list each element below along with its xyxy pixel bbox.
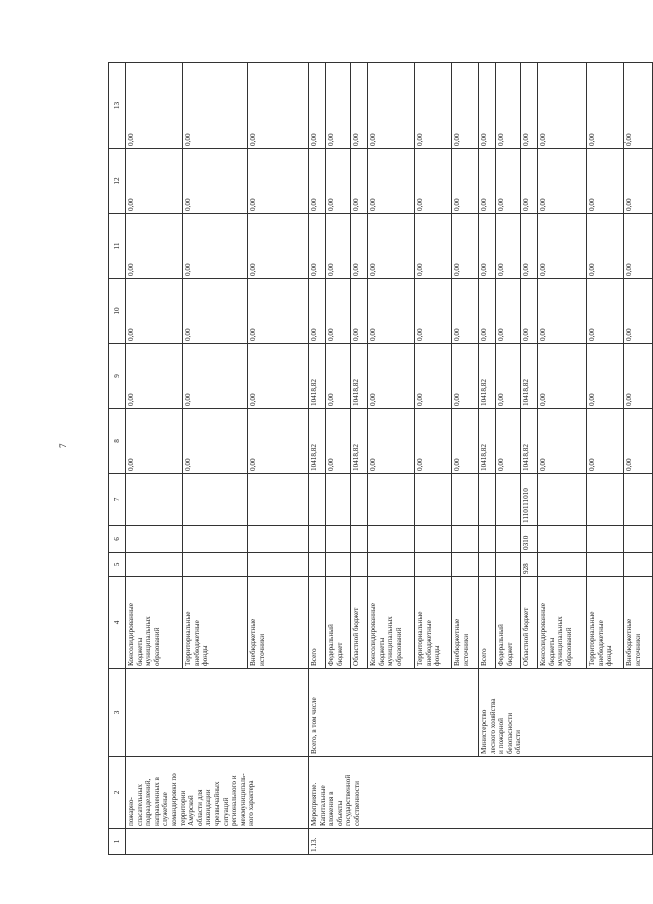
amount-cell: 0,00 — [538, 409, 587, 474]
funding-source-label: Областной бюджет — [351, 577, 368, 669]
amount-cell: 0,00 — [479, 279, 496, 344]
amount-cell: 0,00 — [479, 149, 496, 214]
cell-grbs — [496, 553, 521, 577]
cell-rzpr — [587, 526, 624, 553]
amount-cell: 0,00 — [415, 344, 452, 409]
funding-source-label: Внебюджетные источники — [452, 577, 479, 669]
cell-csr — [351, 474, 368, 526]
amount-cell: 0,00 — [624, 409, 653, 474]
amount-cell: 0,00 — [496, 149, 521, 214]
funding-source-label: Территориальные внебюджетные фонды — [587, 577, 624, 669]
column-number-header: 12 — [109, 149, 126, 214]
column-number-header: 8 — [109, 409, 126, 474]
amount-cell: 0,00 — [126, 279, 183, 344]
amount-cell: 0,00 — [452, 344, 479, 409]
amount-cell: 0,00 — [452, 214, 479, 279]
amount-cell: 0,00 — [496, 409, 521, 474]
cell-rzpr — [538, 526, 587, 553]
amount-cell: 0,00 — [538, 149, 587, 214]
cell-grbs — [415, 553, 452, 577]
header-row — [109, 63, 126, 855]
amount-cell: 0,00 — [538, 344, 587, 409]
amount-cell: 0,00 — [351, 279, 368, 344]
amount-cell: 10418,82 — [351, 344, 368, 409]
cell-rzpr — [309, 526, 326, 553]
column-number-header: 7 — [109, 474, 126, 526]
amount-cell: 0,00 — [452, 409, 479, 474]
amount-cell: 0,00 — [496, 63, 521, 149]
amount-cell: 0,00 — [126, 214, 183, 279]
amount-cell: 0,00 — [126, 149, 183, 214]
amount-cell: 0,00 — [496, 279, 521, 344]
amount-cell: 0,00 — [183, 279, 248, 344]
amount-cell: 0,00 — [452, 149, 479, 214]
column-number-header: 11 — [109, 214, 126, 279]
cell-csr: 1110111010 — [521, 474, 538, 526]
amount-cell: 0,00 — [309, 149, 326, 214]
amount-cell: 0,00 — [351, 63, 368, 149]
cell-csr — [496, 474, 521, 526]
amount-cell: 0,00 — [415, 214, 452, 279]
funding-source-label: Областной бюджет — [521, 577, 538, 669]
table-row — [309, 63, 326, 855]
amount-cell: 0,00 — [368, 214, 415, 279]
amount-cell: 0,00 — [126, 63, 183, 149]
event-description: Мероприятие. Капитальные вложения в объекты государственной собственности — [309, 757, 653, 829]
cell-rzpr — [326, 526, 351, 553]
cell-rzpr — [351, 526, 368, 553]
funding-source-label: Территориальные внебюджетные фонды — [183, 577, 248, 669]
amount-cell: 10418,82 — [479, 344, 496, 409]
amount-cell: 0,00 — [587, 63, 624, 149]
column-number-header: 10 — [109, 279, 126, 344]
amount-cell: 0,00 — [368, 149, 415, 214]
amount-cell: 0,00 — [415, 63, 452, 149]
amount-cell: 0,00 — [496, 214, 521, 279]
amount-cell: 0,00 — [248, 149, 309, 214]
amount-cell: 0,00 — [538, 279, 587, 344]
amount-cell: 0,00 — [248, 279, 309, 344]
cell-grbs — [248, 553, 309, 577]
amount-cell: 0,00 — [248, 344, 309, 409]
amount-cell: 0,00 — [479, 214, 496, 279]
cell-rzpr — [479, 526, 496, 553]
column-number-header: 9 — [109, 344, 126, 409]
amount-cell: 0,00 — [326, 63, 351, 149]
amount-cell: 0,00 — [521, 149, 538, 214]
amount-cell: 0,00 — [538, 63, 587, 149]
executor-ministry: Министерство лесного хозяйства и пожарной безопасности области — [479, 669, 653, 757]
cell-csr — [326, 474, 351, 526]
amount-cell: 10418,82 — [309, 344, 326, 409]
amount-cell: 0,00 — [248, 214, 309, 279]
amount-cell: 0,00 — [496, 344, 521, 409]
amount-cell: 0,00 — [415, 279, 452, 344]
table-body — [109, 63, 653, 855]
cell-grbs — [326, 553, 351, 577]
amount-cell: 10418,82 — [309, 409, 326, 474]
column-number-header: 6 — [109, 526, 126, 553]
amount-cell: 0,00 — [368, 409, 415, 474]
cell-grbs — [538, 553, 587, 577]
cell-csr — [126, 474, 183, 526]
amount-cell: 0,00 — [326, 409, 351, 474]
amount-cell: 0,00 — [587, 409, 624, 474]
funding-source-label: Консолидированные бюджеты муниципальных образований — [538, 577, 587, 669]
amount-cell: 0,00 — [183, 344, 248, 409]
funding-source-label: Территориальные внебюджетные фонды — [415, 577, 452, 669]
funding-source-label: Федеральный бюджет — [496, 577, 521, 669]
cell-grbs — [126, 553, 183, 577]
amount-cell: 0,00 — [587, 344, 624, 409]
cell-rzpr — [248, 526, 309, 553]
cell-rzpr — [452, 526, 479, 553]
cell-rzpr — [415, 526, 452, 553]
cell-csr — [479, 474, 496, 526]
cell-rzpr — [183, 526, 248, 553]
cell-grbs — [587, 553, 624, 577]
amount-cell: 0,00 — [309, 214, 326, 279]
column-number-header: 3 — [109, 669, 126, 757]
column-number-header: 2 — [109, 757, 126, 829]
cell-rzpr: 0310 — [521, 526, 538, 553]
amount-cell: 0,00 — [351, 149, 368, 214]
amount-cell: 0,00 — [521, 63, 538, 149]
amount-cell: 0,00 — [587, 214, 624, 279]
column-number-header: 13 — [109, 63, 126, 149]
amount-cell: 0,00 — [183, 149, 248, 214]
cell-rzpr — [624, 526, 653, 553]
amount-cell: 10418,82 — [521, 409, 538, 474]
page-number: 7 — [58, 443, 68, 448]
amount-cell: 0,00 — [326, 344, 351, 409]
cell-csr — [309, 474, 326, 526]
funding-source-label: Всего — [479, 577, 496, 669]
amount-cell: 0,00 — [452, 63, 479, 149]
column-number-header: 5 — [109, 553, 126, 577]
amount-cell: 0,00 — [587, 149, 624, 214]
cell-grbs: 928 — [521, 553, 538, 577]
cell-csr — [624, 474, 653, 526]
cell-grbs — [368, 553, 415, 577]
cell-csr — [452, 474, 479, 526]
cell-grbs — [183, 553, 248, 577]
column-number-header: 4 — [109, 577, 126, 669]
cell-rzpr — [368, 526, 415, 553]
amount-cell: 0,00 — [415, 149, 452, 214]
cell-csr — [587, 474, 624, 526]
cell-grbs — [309, 553, 326, 577]
cell-csr — [248, 474, 309, 526]
amount-cell: 0,00 — [624, 344, 653, 409]
cell-csr — [183, 474, 248, 526]
amount-cell: 0,00 — [183, 63, 248, 149]
amount-cell: 0,00 — [326, 214, 351, 279]
amount-cell: 0,00 — [309, 279, 326, 344]
budget-table — [108, 62, 653, 855]
cell-grbs — [479, 553, 496, 577]
cell-rzpr — [126, 526, 183, 553]
rotated-table-wrapper — [108, 63, 640, 855]
amount-cell: 0,00 — [368, 63, 415, 149]
amount-cell: 0,00 — [624, 279, 653, 344]
amount-cell: 0,00 — [126, 344, 183, 409]
amount-cell: 0,00 — [368, 344, 415, 409]
amount-cell: 10418,82 — [521, 344, 538, 409]
amount-cell: 10418,82 — [351, 409, 368, 474]
amount-cell: 0,00 — [452, 279, 479, 344]
amount-cell: 0,00 — [309, 63, 326, 149]
amount-cell: 0,00 — [326, 279, 351, 344]
amount-cell: 0,00 — [183, 409, 248, 474]
cell-col3-empty — [126, 669, 309, 757]
amount-cell: 0,00 — [248, 409, 309, 474]
amount-cell: 0,00 — [521, 214, 538, 279]
table-row — [126, 63, 183, 855]
funding-source-label: Федеральный бюджет — [326, 577, 351, 669]
amount-cell: 0,00 — [126, 409, 183, 474]
executor-total-label: Всего, в том числе — [309, 669, 479, 757]
cell-csr — [368, 474, 415, 526]
cell-grbs — [351, 553, 368, 577]
amount-cell: 0,00 — [587, 279, 624, 344]
funding-source-label: Консолидированные бюджеты муниципальных образований — [368, 577, 415, 669]
funding-source-label: Всего — [309, 577, 326, 669]
amount-cell: 0,00 — [479, 63, 496, 149]
amount-cell: 0,00 — [624, 149, 653, 214]
event-description-continued: пожарно- спасательных подразделений, направленных в служебные командировки по территории Амурской области для ликвидации чрезвычайных ситуаций регионального и межмуниципаль- ного характера — [126, 757, 309, 829]
amount-cell: 0,00 — [183, 214, 248, 279]
item-number: 1.13. — [309, 829, 653, 855]
funding-source-label: Внебюджетные источники — [624, 577, 653, 669]
amount-cell: 0,00 — [326, 149, 351, 214]
amount-cell: 0,00 — [351, 214, 368, 279]
amount-cell: 0,00 — [415, 409, 452, 474]
amount-cell: 10418,82 — [479, 409, 496, 474]
amount-cell: 0,00 — [624, 63, 653, 149]
cell-rzpr — [496, 526, 521, 553]
cell-grbs — [624, 553, 653, 577]
funding-source-label: Консолидированные бюджеты муниципальных образований — [126, 577, 183, 669]
cell-col1-empty — [126, 829, 309, 855]
amount-cell: 0,00 — [368, 279, 415, 344]
amount-cell: 0,00 — [624, 214, 653, 279]
column-number-header: 1 — [109, 829, 126, 855]
amount-cell: 0,00 — [538, 214, 587, 279]
amount-cell: 0,00 — [248, 63, 309, 149]
cell-grbs — [452, 553, 479, 577]
cell-csr — [538, 474, 587, 526]
amount-cell: 0,00 — [521, 279, 538, 344]
funding-source-label: Внебюджетные источники — [248, 577, 309, 669]
table-row — [479, 63, 496, 855]
cell-csr — [415, 474, 452, 526]
